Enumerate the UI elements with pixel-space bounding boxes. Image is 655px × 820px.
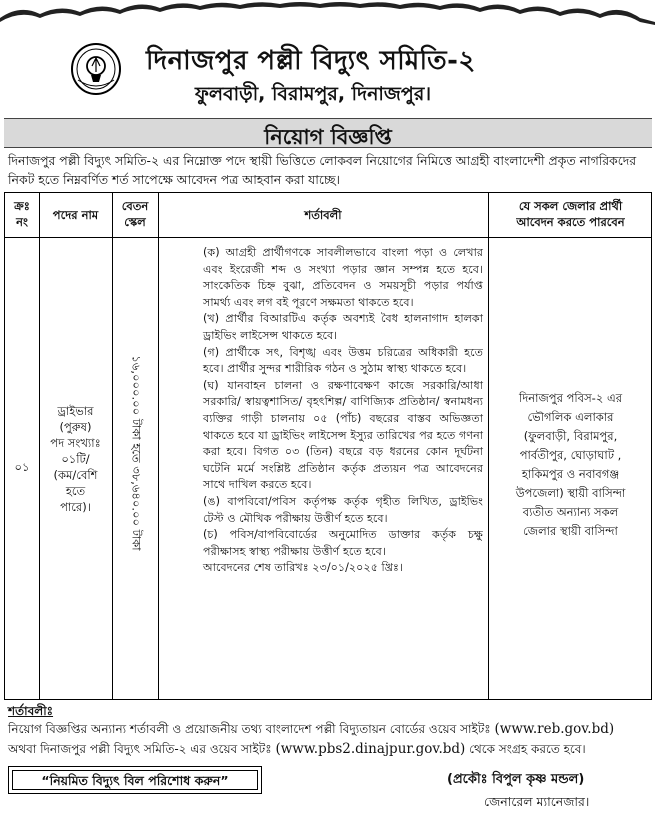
row-eligible-districts: দিনাজপুর পবিস-২ এর ভৌগলিক এলাকার (ফুলবাড়ী, বিরামপুর, পার্বতীপুর, ঘোড়াঘাট , হাকিমপুর ও নবাবগঞ্জ উপজেলা) স্থায়ী বাসিন্দা ব্যতীত অন্যান্য সকল জেলার স্থায়ী বাসিন্দা <box>515 391 626 538</box>
row-conditions <box>203 245 483 577</box>
row-salary-scale: ১৬,০০০.০০ টাকা হতে ৩৮,৬৪০.০০ টাকা <box>129 355 144 551</box>
footer-conditions-label: শর্তাবলীঃ <box>8 704 54 718</box>
footer-line-1: নিয়োগ বিজ্ঞপ্তির অন্যান্য শর্তাবলী ও প্রয়োজনীয় তথ্য বাংলাদেশ পল্লী বিদ্যুতায়ন বোর্ডের ওয়েব সাইটঃ (www.reb.gov.bd) <box>8 721 615 737</box>
header-serial: ক্রঃ নং <box>14 199 30 229</box>
reb-website-link[interactable]: (www.reb.gov.bd) <box>494 721 615 737</box>
slogan-text: “নিয়মিত বিদ্যুৎ বিল পরিশোধ করুন” <box>12 770 258 790</box>
signer-name: (প্রকৌঃ বিপুল কৃষ্ণ মন্ডল) <box>447 772 585 787</box>
application-deadline: আবেদনের শেষ তারিখঃ ২৩/০১/২০২৫ খ্রিঃ। <box>203 561 404 575</box>
organization-address: ফুলবাড়ী, বিরামপুর, দিনাজপুর। <box>195 83 432 105</box>
row-post: ড্রাইভার (পুরুষ) পদ সংখ্যাঃ ০১টি/ (কম/বেশি হতে পারে)। <box>50 404 101 514</box>
header-conditions: শর্তাবলী <box>304 208 342 222</box>
footer-line-2: অথবা দিনাজপুর পল্লী বিদ্যুৎ সমিতি-২ এর ওয়েব সাইটঃ (www.pbs2.dinajpur.gov.bd) থেকে সংগ্রহ করতে হবে। <box>8 741 586 757</box>
organization-name: দিনাজপুর পল্লী বিদ্যুৎ সমিতি-২ <box>146 46 476 76</box>
scalloped-border <box>0 0 655 30</box>
header-districts: যে সকল জেলার প্রার্থী আবেদন করতে পারবেন <box>516 199 625 229</box>
notice-title: নিয়োগ বিজ্ঞপ্তি <box>264 125 392 149</box>
header-post: পদের নাম <box>52 208 99 222</box>
pbs-website-link[interactable]: (www.pbs2.dinajpur.gov.bd) <box>275 741 466 757</box>
condition-kha: (খ) প্রার্থীর বিআরটিএ কর্তৃক অবশ্যই বৈধ হালনাগাদ হালকা ড্রাইভিং লাইসেন্স থাকতে হবে। <box>203 312 483 342</box>
notice-title-bar <box>4 118 652 148</box>
condition-uma: (ঙ) বাপবিবো/পবিস কর্তৃপক্ষ কর্তৃক গৃহীত লিখিত, ড্রাইভিং টেস্ট ও মৌখিক পরীক্ষায় উত্তীর্ণ হতে হবে। <box>203 494 483 525</box>
row-serial: ০১ <box>14 460 30 474</box>
condition-gha: (ঘ) যানবাহন চালনা ও রক্ষণাবেক্ষণ কাজে সরকারি/আধা সরকারি/ স্বায়ত্বশাসিত/ বৃহৎশিল্প/ বাণিজ্যিক প্রতিষ্ঠান/ স্বনামধন্য ব্যক্তির গাড়ী চালনায় ০৫ (পাঁচ) বছরের বাস্তব অভিজ্ঞতা থাকতে হবে যা ড্রাইভিং লাইসেন্স ইস্যুর তারিখের পর হতে গণনা করা হবে। বিগত ০৩ (তিন) বছরে বড় ধরনের কোন দূর্ঘটনা ঘটেনি মর্মে সংশ্লিষ্ট প্রতিষ্ঠান কর্তৃক প্রত্যয়ন পত্র আবেদনের সাথে দাখিল করতে হবে। <box>203 378 483 492</box>
condition-ka: (ক) আগ্রহী প্রার্থীগণকে সাবলীলভাবে বাংলা পড়া ও লেখার এবং ইংরেজী শব্দ ও সংখ্যা পড়ার জ্ঞান সম্পন্ন হতে হবে। সাংকেতিক চিহ্ন বুঝা, প্রতিবেদন ও সময়সূচী পড়ার পর্যাপ্ত সামর্থ্য এবং লগ বই পূরণে সক্ষমতা থাকতে হবে। <box>203 246 483 309</box>
header-salary: বেতন স্কেল <box>121 199 149 229</box>
signer-designation: জেনারেল ম্যানেজার। <box>484 794 590 809</box>
condition-ga: (গ) প্রার্থীকে সৎ, বিশৃঙ্খ এবং উত্তম চরিত্রের অধিকারী হতে হবে। প্রার্থীর সুন্দর শারীরিক গঠন ও সুঠাম স্বাস্থ্য থাকতে হবে। <box>203 345 483 376</box>
pbs-logo <box>70 42 122 96</box>
condition-cha: (চ) পবিস/বাপবিবোর্ডের অনুমোদিত ডাক্তার কর্তৃক চক্ষু পরীক্ষাসহ স্বাস্থ্য পরীক্ষায় উত্তীর্ণ হতে হবে। <box>203 528 483 558</box>
slogan-box <box>8 766 262 794</box>
page-header <box>60 36 620 108</box>
notice-intro: দিনাজপুর পল্লী বিদ্যুৎ সমিতি-২ এর নিম্নোক্ত পদে স্থায়ী ভিত্তিতে লোকবল নিয়োগের নিমিত্তে আগ্রহী বাংলাদেশী প্রকৃত নাগরিকদের নিকট হতে নিম্নবর্ণিত শর্ত সাপেক্ষে আবেদন পত্র আহবান করা যাচ্ছে। <box>8 153 637 187</box>
recruitment-table <box>4 192 652 700</box>
